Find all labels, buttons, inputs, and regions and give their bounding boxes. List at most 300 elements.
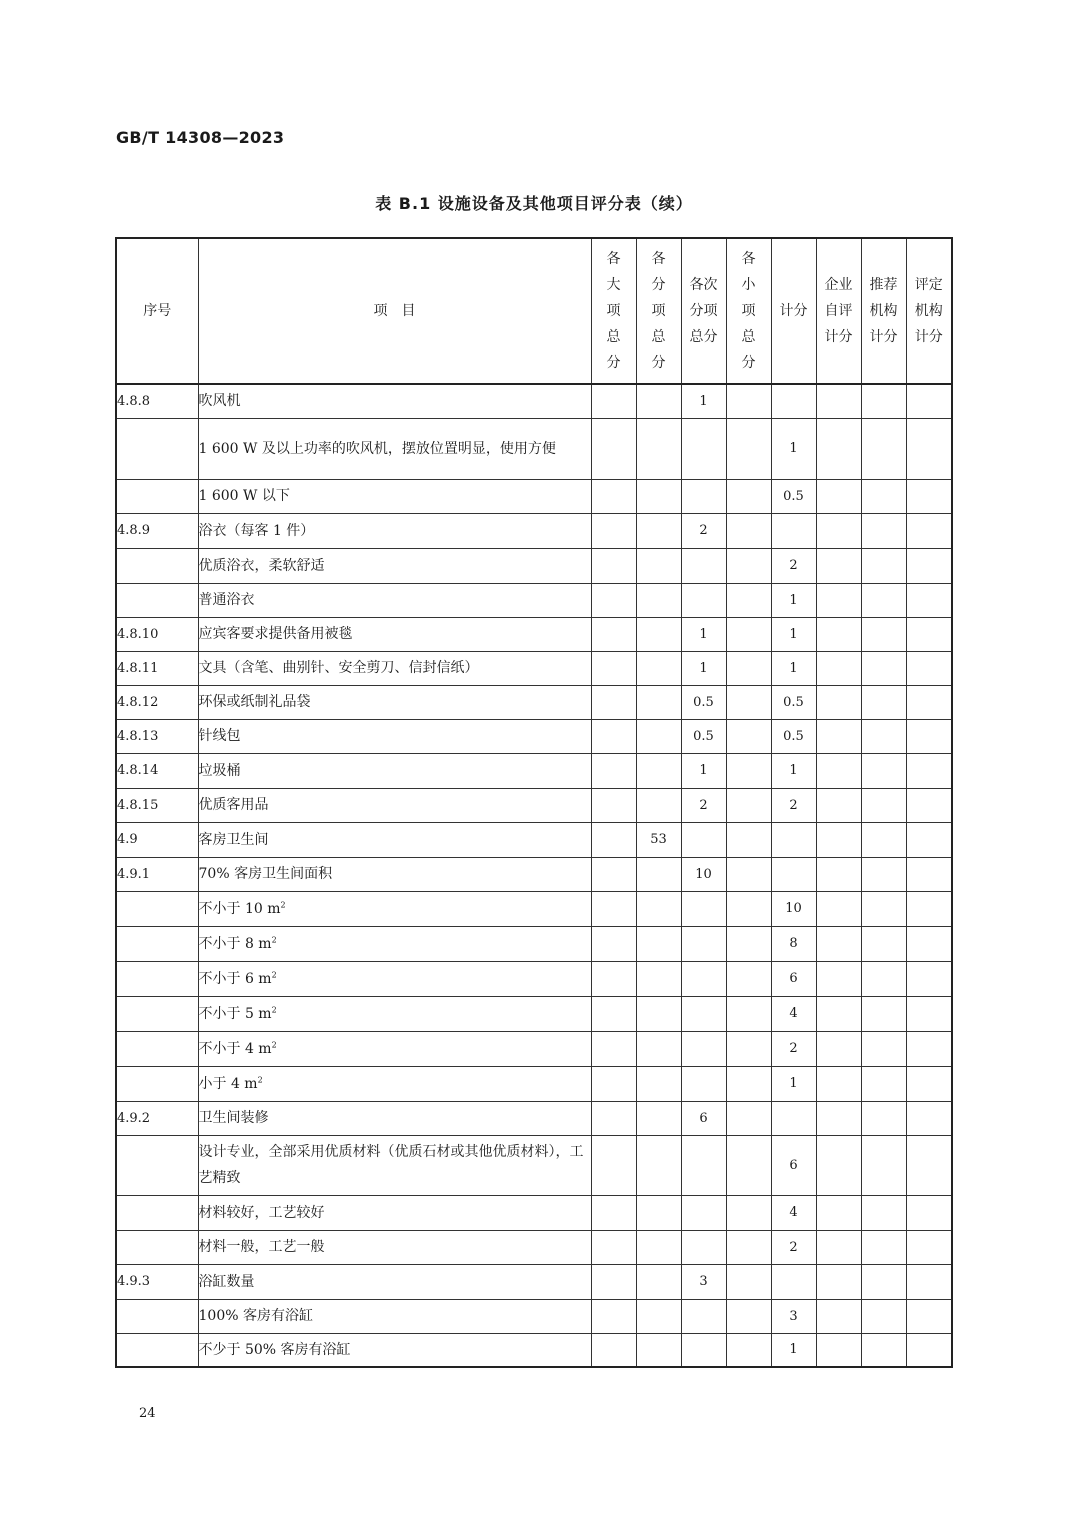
row-minor-total bbox=[726, 788, 771, 822]
row-secondary-total bbox=[681, 1333, 726, 1367]
row-recommend-score bbox=[861, 685, 906, 719]
row-recommend-score bbox=[861, 513, 906, 548]
row-assess-score bbox=[906, 891, 952, 926]
row-secondary-total bbox=[681, 891, 726, 926]
row-recommend-score bbox=[861, 1230, 906, 1264]
row-major-total bbox=[591, 617, 636, 651]
row-secondary-total: 1 bbox=[681, 753, 726, 788]
row-assess-score bbox=[906, 651, 952, 685]
table-row bbox=[116, 996, 952, 1031]
row-major-total bbox=[591, 1135, 636, 1195]
row-secondary-total bbox=[681, 418, 726, 479]
row-number: 4.8.8 bbox=[116, 384, 198, 418]
table-row bbox=[116, 685, 952, 719]
table-row bbox=[116, 961, 952, 996]
row-secondary-total: 1 bbox=[681, 384, 726, 418]
row-secondary-total bbox=[681, 548, 726, 583]
row-score: 6 bbox=[771, 1135, 816, 1195]
row-score: 2 bbox=[771, 1230, 816, 1264]
row-item bbox=[198, 1333, 591, 1367]
row-major-total bbox=[591, 418, 636, 479]
row-secondary-total bbox=[681, 1299, 726, 1333]
row-number bbox=[116, 1195, 198, 1230]
row-major-total bbox=[591, 1195, 636, 1230]
row-recommend-score bbox=[861, 857, 906, 891]
row-item-unit-exponent: 2 bbox=[271, 1004, 277, 1014]
row-item-text: 不小于 10 m bbox=[198, 900, 281, 917]
row-recommend-score bbox=[861, 996, 906, 1031]
row-sub-total bbox=[636, 548, 681, 583]
row-number: 4.8.14 bbox=[116, 753, 198, 788]
row-item-text: 不小于 4 m bbox=[198, 1040, 272, 1057]
row-self-score bbox=[816, 1066, 861, 1101]
row-score: 1 bbox=[771, 583, 816, 617]
header-secondary-total: 各次 分项 总分 bbox=[681, 238, 726, 384]
row-item bbox=[198, 1195, 591, 1230]
row-secondary-total bbox=[681, 926, 726, 961]
row-score: 1 bbox=[771, 651, 816, 685]
row-assess-score bbox=[906, 1230, 952, 1264]
row-score: 1 bbox=[771, 418, 816, 479]
row-recommend-score bbox=[861, 651, 906, 685]
row-number: 4.9 bbox=[116, 822, 198, 857]
row-number: 4.8.11 bbox=[116, 651, 198, 685]
table-row bbox=[116, 822, 952, 857]
row-assess-score bbox=[906, 1299, 952, 1333]
row-sub-total bbox=[636, 651, 681, 685]
row-number bbox=[116, 583, 198, 617]
row-assess-score bbox=[906, 1135, 952, 1195]
row-assess-score bbox=[906, 384, 952, 418]
row-self-score bbox=[816, 891, 861, 926]
row-score: 2 bbox=[771, 788, 816, 822]
row-sub-total bbox=[636, 384, 681, 418]
row-item-unit-exponent: 2 bbox=[257, 1074, 263, 1084]
row-item-text: 1 600 W 及以上功率的吹风机，摆放位置明显，使用方便 bbox=[198, 440, 556, 457]
row-major-total bbox=[591, 479, 636, 513]
row-major-total bbox=[591, 1299, 636, 1333]
table-row bbox=[116, 1101, 952, 1135]
row-minor-total bbox=[726, 1135, 771, 1195]
row-sub-total bbox=[636, 719, 681, 753]
table-row bbox=[116, 788, 952, 822]
row-number bbox=[116, 996, 198, 1031]
row-recommend-score bbox=[861, 1333, 906, 1367]
row-secondary-total bbox=[681, 479, 726, 513]
row-item bbox=[198, 651, 591, 685]
row-major-total bbox=[591, 961, 636, 996]
row-item-text: 70% 客房卫生间面积 bbox=[198, 866, 333, 882]
row-sub-total bbox=[636, 926, 681, 961]
row-recommend-score bbox=[861, 926, 906, 961]
row-score bbox=[771, 1264, 816, 1299]
row-secondary-total: 3 bbox=[681, 1264, 726, 1299]
row-number bbox=[116, 1299, 198, 1333]
table-row bbox=[116, 418, 952, 479]
row-minor-total bbox=[726, 1230, 771, 1264]
row-minor-total bbox=[726, 583, 771, 617]
row-assess-score bbox=[906, 513, 952, 548]
row-number bbox=[116, 926, 198, 961]
row-assess-score bbox=[906, 1031, 952, 1066]
row-self-score bbox=[816, 384, 861, 418]
row-self-score bbox=[816, 685, 861, 719]
row-self-score bbox=[816, 583, 861, 617]
header-assess-score: 评定 机构 计分 bbox=[906, 238, 952, 384]
table-row bbox=[116, 548, 952, 583]
row-sub-total bbox=[636, 961, 681, 996]
row-sub-total bbox=[636, 418, 681, 479]
row-recommend-score bbox=[861, 1101, 906, 1135]
header-minor-total: 各 小 项 总 分 bbox=[726, 238, 771, 384]
row-secondary-total bbox=[681, 822, 726, 857]
row-self-score bbox=[816, 617, 861, 651]
row-item-text: 客房卫生间 bbox=[198, 831, 269, 848]
row-score: 8 bbox=[771, 926, 816, 961]
row-score: 0.5 bbox=[771, 685, 816, 719]
row-score bbox=[771, 1101, 816, 1135]
row-secondary-total: 1 bbox=[681, 617, 726, 651]
row-major-total bbox=[591, 891, 636, 926]
row-score: 3 bbox=[771, 1299, 816, 1333]
row-number bbox=[116, 1230, 198, 1264]
row-minor-total bbox=[726, 384, 771, 418]
row-minor-total bbox=[726, 479, 771, 513]
row-secondary-total bbox=[681, 1195, 726, 1230]
row-self-score bbox=[816, 926, 861, 961]
row-self-score bbox=[816, 1333, 861, 1367]
row-self-score bbox=[816, 1031, 861, 1066]
row-assess-score bbox=[906, 719, 952, 753]
table-title: 表 B.1 设施设备及其他项目评分表（续） bbox=[375, 194, 693, 213]
row-minor-total bbox=[726, 1264, 771, 1299]
row-number: 4.8.15 bbox=[116, 788, 198, 822]
row-major-total bbox=[591, 384, 636, 418]
row-score bbox=[771, 857, 816, 891]
table-row bbox=[116, 719, 952, 753]
row-recommend-score bbox=[861, 891, 906, 926]
row-score: 2 bbox=[771, 548, 816, 583]
row-item-text: 小于 4 m bbox=[198, 1075, 258, 1092]
row-assess-score bbox=[906, 1066, 952, 1101]
row-item-text: 设计专业，全部采用优质材料（优质石材或其他优质材料），工艺精致 bbox=[198, 1144, 584, 1186]
row-score: 2 bbox=[771, 1031, 816, 1066]
row-major-total bbox=[591, 548, 636, 583]
table-row bbox=[116, 1135, 952, 1195]
row-recommend-score bbox=[861, 1195, 906, 1230]
row-item bbox=[198, 1135, 591, 1195]
table-row bbox=[116, 753, 952, 788]
row-major-total bbox=[591, 1066, 636, 1101]
table-row bbox=[116, 1031, 952, 1066]
row-score bbox=[771, 822, 816, 857]
row-self-score bbox=[816, 719, 861, 753]
row-secondary-total bbox=[681, 1066, 726, 1101]
row-assess-score bbox=[906, 1333, 952, 1367]
row-minor-total bbox=[726, 926, 771, 961]
row-minor-total bbox=[726, 1031, 771, 1066]
row-score bbox=[771, 384, 816, 418]
row-number bbox=[116, 1031, 198, 1066]
row-assess-score bbox=[906, 857, 952, 891]
row-secondary-total bbox=[681, 961, 726, 996]
header-item: 项 目 bbox=[198, 238, 591, 384]
row-item bbox=[198, 1264, 591, 1299]
row-recommend-score bbox=[861, 961, 906, 996]
row-sub-total: 53 bbox=[636, 822, 681, 857]
row-major-total bbox=[591, 583, 636, 617]
row-self-score bbox=[816, 548, 861, 583]
row-sub-total bbox=[636, 857, 681, 891]
row-item bbox=[198, 822, 591, 857]
row-number: 4.9.1 bbox=[116, 857, 198, 891]
row-major-total bbox=[591, 996, 636, 1031]
row-item-text: 优质浴衣，柔软舒适 bbox=[198, 557, 325, 574]
row-number: 4.9.3 bbox=[116, 1264, 198, 1299]
row-item-unit-exponent: 2 bbox=[271, 934, 277, 944]
row-score: 0.5 bbox=[771, 719, 816, 753]
row-sub-total bbox=[636, 1264, 681, 1299]
row-item bbox=[198, 1299, 591, 1333]
row-self-score bbox=[816, 651, 861, 685]
row-minor-total bbox=[726, 651, 771, 685]
row-score: 10 bbox=[771, 891, 816, 926]
row-self-score bbox=[816, 857, 861, 891]
row-secondary-total: 6 bbox=[681, 1101, 726, 1135]
table-row bbox=[116, 1299, 952, 1333]
row-item bbox=[198, 719, 591, 753]
row-sub-total bbox=[636, 891, 681, 926]
row-score: 4 bbox=[771, 996, 816, 1031]
row-item-text: 材料一般，工艺一般 bbox=[198, 1239, 325, 1255]
row-number bbox=[116, 1333, 198, 1367]
row-assess-score bbox=[906, 788, 952, 822]
row-score: 0.5 bbox=[771, 479, 816, 513]
row-item-unit-exponent: 2 bbox=[280, 899, 286, 909]
row-item bbox=[198, 617, 591, 651]
document-code: GB/T 14308—2023 bbox=[116, 128, 285, 147]
row-secondary-total bbox=[681, 1135, 726, 1195]
row-number: 4.8.9 bbox=[116, 513, 198, 548]
row-sub-total bbox=[636, 513, 681, 548]
row-item bbox=[198, 1101, 591, 1135]
row-item-text: 吹风机 bbox=[198, 393, 241, 410]
row-major-total bbox=[591, 1101, 636, 1135]
table-row bbox=[116, 1230, 952, 1264]
row-sub-total bbox=[636, 685, 681, 719]
row-assess-score bbox=[906, 753, 952, 788]
row-self-score bbox=[816, 1299, 861, 1333]
row-item-text: 应宾客要求提供备用被毯 bbox=[198, 626, 353, 642]
row-major-total bbox=[591, 1333, 636, 1367]
row-self-score bbox=[816, 1135, 861, 1195]
row-minor-total bbox=[726, 857, 771, 891]
row-recommend-score bbox=[861, 583, 906, 617]
row-self-score bbox=[816, 996, 861, 1031]
table-row bbox=[116, 1264, 952, 1299]
row-item-text: 不小于 5 m bbox=[198, 1005, 272, 1022]
row-assess-score bbox=[906, 961, 952, 996]
row-major-total bbox=[591, 857, 636, 891]
row-minor-total bbox=[726, 891, 771, 926]
header-major-total: 各 大 项 总 分 bbox=[591, 238, 636, 384]
row-secondary-total: 0.5 bbox=[681, 719, 726, 753]
row-self-score bbox=[816, 961, 861, 996]
row-item bbox=[198, 788, 591, 822]
row-minor-total bbox=[726, 1195, 771, 1230]
row-secondary-total bbox=[681, 583, 726, 617]
row-score: 1 bbox=[771, 617, 816, 651]
table-row bbox=[116, 583, 952, 617]
row-sub-total bbox=[636, 583, 681, 617]
row-sub-total bbox=[636, 1195, 681, 1230]
row-item-text: 卫生间装修 bbox=[198, 1110, 269, 1126]
row-minor-total bbox=[726, 1066, 771, 1101]
row-assess-score bbox=[906, 1101, 952, 1135]
table-row bbox=[116, 857, 952, 891]
table-row bbox=[116, 1195, 952, 1230]
row-minor-total bbox=[726, 1333, 771, 1367]
row-number bbox=[116, 548, 198, 583]
row-sub-total bbox=[636, 1230, 681, 1264]
table-row bbox=[116, 617, 952, 651]
row-number: 4.9.2 bbox=[116, 1101, 198, 1135]
row-major-total bbox=[591, 685, 636, 719]
header-recommend-score: 推荐 机构 计分 bbox=[861, 238, 906, 384]
row-sub-total bbox=[636, 479, 681, 513]
row-item bbox=[198, 857, 591, 891]
row-major-total bbox=[591, 1031, 636, 1066]
row-self-score bbox=[816, 479, 861, 513]
row-sub-total bbox=[636, 1031, 681, 1066]
row-self-score bbox=[816, 1195, 861, 1230]
row-secondary-total: 1 bbox=[681, 651, 726, 685]
row-item bbox=[198, 384, 591, 418]
row-self-score bbox=[816, 1230, 861, 1264]
row-secondary-total bbox=[681, 1031, 726, 1066]
row-minor-total bbox=[726, 719, 771, 753]
row-self-score bbox=[816, 1264, 861, 1299]
row-score: 1 bbox=[771, 1066, 816, 1101]
row-minor-total bbox=[726, 418, 771, 479]
row-assess-score bbox=[906, 996, 952, 1031]
row-major-total bbox=[591, 513, 636, 548]
row-item bbox=[198, 891, 591, 926]
row-self-score bbox=[816, 513, 861, 548]
row-minor-total bbox=[726, 822, 771, 857]
row-recommend-score bbox=[861, 1066, 906, 1101]
row-recommend-score bbox=[861, 788, 906, 822]
row-item bbox=[198, 513, 591, 548]
row-self-score bbox=[816, 788, 861, 822]
row-minor-total bbox=[726, 753, 771, 788]
row-score: 1 bbox=[771, 753, 816, 788]
row-score: 6 bbox=[771, 961, 816, 996]
row-self-score bbox=[816, 418, 861, 479]
row-assess-score bbox=[906, 926, 952, 961]
row-assess-score bbox=[906, 822, 952, 857]
row-major-total bbox=[591, 719, 636, 753]
row-item-unit-exponent: 2 bbox=[271, 969, 277, 979]
row-minor-total bbox=[726, 617, 771, 651]
row-item bbox=[198, 753, 591, 788]
header-self-score: 企业 自评 计分 bbox=[816, 238, 861, 384]
row-minor-total bbox=[726, 548, 771, 583]
row-sub-total bbox=[636, 788, 681, 822]
row-sub-total bbox=[636, 1333, 681, 1367]
row-secondary-total: 2 bbox=[681, 788, 726, 822]
table-row bbox=[116, 926, 952, 961]
row-assess-score bbox=[906, 1195, 952, 1230]
row-item-text: 环保或纸制礼品袋 bbox=[198, 694, 311, 710]
row-item bbox=[198, 961, 591, 996]
row-secondary-total bbox=[681, 996, 726, 1031]
row-number bbox=[116, 1135, 198, 1195]
row-sub-total bbox=[636, 996, 681, 1031]
row-number: 4.8.10 bbox=[116, 617, 198, 651]
row-major-total bbox=[591, 788, 636, 822]
row-item-text: 不小于 6 m bbox=[198, 970, 272, 987]
row-number: 4.8.13 bbox=[116, 719, 198, 753]
row-secondary-total: 0.5 bbox=[681, 685, 726, 719]
row-item bbox=[198, 583, 591, 617]
row-minor-total bbox=[726, 1299, 771, 1333]
row-item bbox=[198, 1230, 591, 1264]
row-recommend-score bbox=[861, 822, 906, 857]
row-major-total bbox=[591, 1264, 636, 1299]
row-number: 4.8.12 bbox=[116, 685, 198, 719]
row-sub-total bbox=[636, 1135, 681, 1195]
row-item bbox=[198, 548, 591, 583]
table-row bbox=[116, 891, 952, 926]
row-assess-score bbox=[906, 479, 952, 513]
row-recommend-score bbox=[861, 1031, 906, 1066]
row-secondary-total bbox=[681, 1230, 726, 1264]
row-item-text: 浴缸数量 bbox=[198, 1273, 255, 1290]
row-sub-total bbox=[636, 617, 681, 651]
row-item bbox=[198, 685, 591, 719]
row-secondary-total: 10 bbox=[681, 857, 726, 891]
table-row bbox=[116, 384, 952, 418]
row-recommend-score bbox=[861, 719, 906, 753]
table-header-row bbox=[116, 238, 952, 384]
table-row bbox=[116, 1066, 952, 1101]
row-number bbox=[116, 961, 198, 996]
row-sub-total bbox=[636, 1299, 681, 1333]
row-number bbox=[116, 891, 198, 926]
row-item-text: 针线包 bbox=[198, 728, 241, 744]
row-recommend-score bbox=[861, 1264, 906, 1299]
header-score: 计分 bbox=[771, 238, 816, 384]
row-item-text: 普通浴衣 bbox=[198, 592, 255, 608]
row-recommend-score bbox=[861, 479, 906, 513]
row-recommend-score bbox=[861, 753, 906, 788]
row-item bbox=[198, 1031, 591, 1066]
header-sub-total: 各 分 项 总 分 bbox=[636, 238, 681, 384]
row-major-total bbox=[591, 926, 636, 961]
row-item-text: 不少于 50% 客房有浴缸 bbox=[198, 1341, 351, 1358]
row-secondary-total: 2 bbox=[681, 513, 726, 548]
row-score: 1 bbox=[771, 1333, 816, 1367]
row-item-text: 材料较好，工艺较好 bbox=[198, 1204, 325, 1221]
row-item-text: 文具（含笔、曲别针、安全剪刀、信封信纸） bbox=[198, 660, 479, 676]
row-assess-score bbox=[906, 685, 952, 719]
row-item-unit-exponent: 2 bbox=[271, 1039, 277, 1049]
scoring-table bbox=[115, 237, 953, 1368]
row-item bbox=[198, 418, 591, 479]
row-major-total bbox=[591, 1230, 636, 1264]
row-item bbox=[198, 926, 591, 961]
